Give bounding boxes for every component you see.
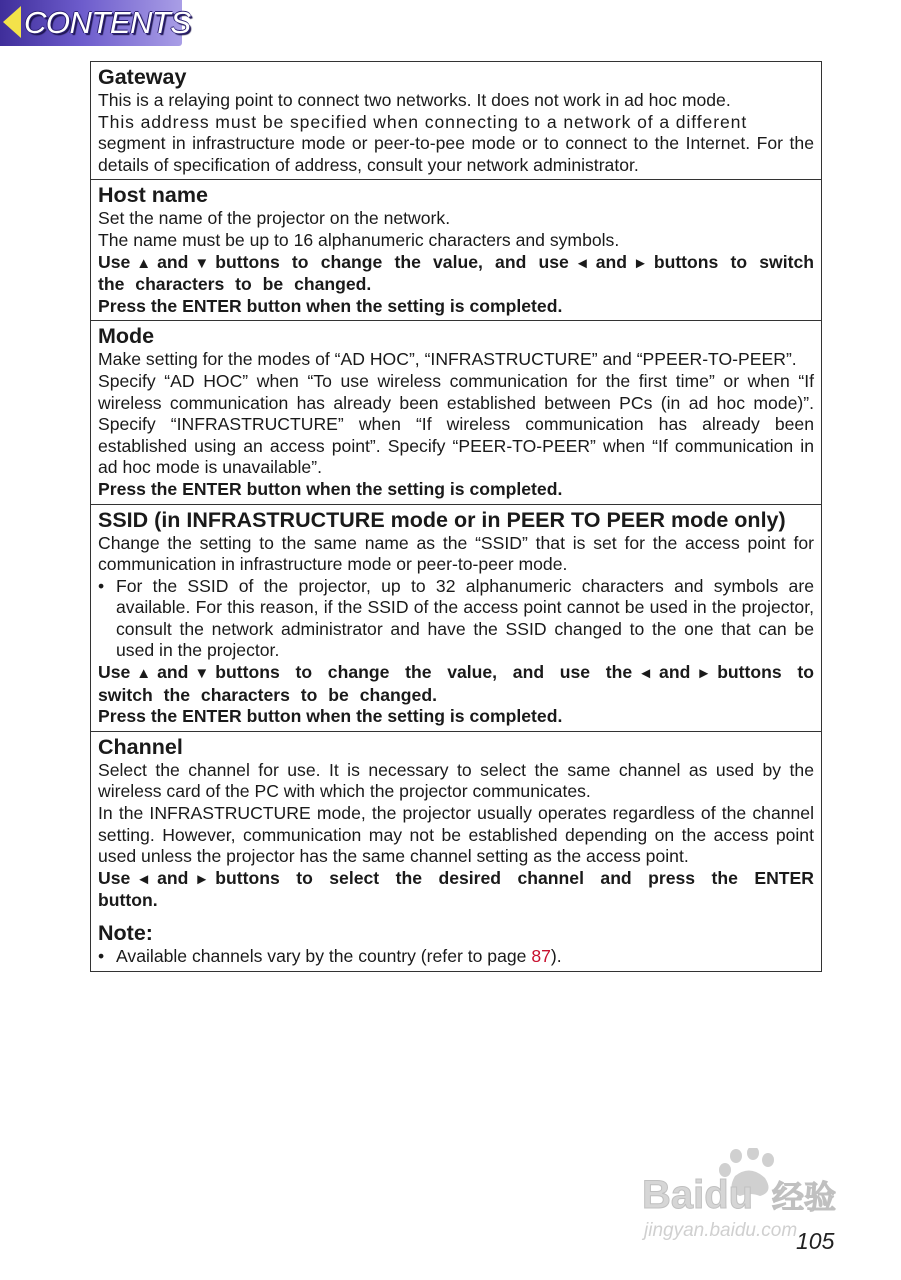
right-arrow-icon: ► bbox=[696, 665, 712, 683]
down-arrow-icon: ▼ bbox=[194, 665, 210, 683]
instr-text: buttons to select the desired channel and press the ENTER button. bbox=[98, 867, 814, 911]
paragraph: Make setting for the modes of “AD HOC”, “INFRASTRUCTURE” and “PPEER-TO-PEER”. bbox=[98, 349, 797, 370]
paragraph: Set the name of the projector on the network. bbox=[98, 208, 451, 229]
note-title: Note: bbox=[98, 921, 153, 945]
paragraph: segment in infrastructure mode or peer-to-pee mode or to connect to the Internet. For the details of specification of address, consult your network administrator. bbox=[98, 133, 814, 175]
section-host-name bbox=[91, 179, 821, 320]
instr-text: buttons to switch the characters to be changed. bbox=[98, 251, 814, 295]
instruction bbox=[98, 662, 814, 706]
watermark-brand-cn: 经验 bbox=[772, 1178, 837, 1216]
note-text: Available channels vary by the country (refer to page bbox=[116, 946, 527, 966]
paragraph: Select the channel for use. It is necessary to select the same channel as used by the wireless card of the PC with which the projector communicates. bbox=[98, 759, 814, 802]
right-arrow-icon: ► bbox=[632, 254, 648, 272]
paragraph: Change the setting to the same name as the “SSID” that is set for the access point for communication in infrastructure mode or peer-to-peer mode. bbox=[98, 532, 814, 575]
paragraph: This is a relaying point to connect two networks. It does not work in ad hoc mode. bbox=[98, 90, 731, 110]
instr-text: buttons to switch the characters to be changed. bbox=[98, 662, 814, 705]
note-text-wrap bbox=[116, 946, 814, 968]
left-arrow-icon: ◄ bbox=[574, 254, 590, 272]
section-title: Gateway bbox=[98, 65, 187, 89]
bullet-icon: • bbox=[98, 575, 105, 596]
paragraph: This address must be specified when connecting to a network of a different bbox=[98, 111, 748, 132]
contents-label: CONTENTS bbox=[24, 5, 191, 40]
instr-text: Use bbox=[98, 251, 131, 272]
instr-text: and bbox=[595, 251, 627, 272]
up-arrow-icon: ▲ bbox=[136, 665, 152, 683]
down-arrow-icon: ▼ bbox=[194, 254, 210, 272]
watermark-url: jingyan.baidu.com bbox=[644, 1220, 798, 1241]
section-title: Host name bbox=[98, 183, 208, 208]
bullet-icon: • bbox=[98, 946, 105, 966]
instruction bbox=[98, 252, 814, 296]
enter-instruction: Press the ENTER button when the setting is completed. bbox=[98, 706, 563, 727]
back-arrow-icon bbox=[3, 6, 21, 38]
page-number: 105 bbox=[796, 1228, 835, 1254]
instr-text: Use bbox=[98, 867, 131, 888]
instr-text: and bbox=[157, 867, 189, 888]
instr-text: Use bbox=[98, 662, 131, 683]
note-end: ). bbox=[550, 946, 562, 966]
bullet-text: For the SSID of the projector, up to 32 alphanumeric characters and symbols are available. For this reason, if the SSID of the access point cannot be used in the projector, consult the network administrator and have the SSID changed to the one that can be used in the projector. bbox=[116, 575, 814, 661]
enter-instruction: Press the ENTER button when the setting is completed. bbox=[98, 478, 563, 499]
section-gateway bbox=[91, 62, 821, 179]
note-item bbox=[98, 946, 814, 968]
watermark-brand: Baidu bbox=[642, 1173, 754, 1217]
instruction bbox=[98, 868, 814, 912]
contents-button[interactable] bbox=[0, 0, 191, 46]
paragraph: In the INFRASTRUCTURE mode, the projector usually operates regardless of the channel setting. However, communication may not be established depending on the access point used unless the projector has the same channel setting as the access point. bbox=[98, 803, 814, 867]
paragraph: Specify “AD HOC” when “To use wireless communication for the first time” or when “If wireless communication has already been established between PCs (in ad hoc mode)”. Specify “INFRASTRUCTURE” when “If wireless communication has already been established using an access point”. Specify “PEER-TO-PEER” when “If communication in ad hoc mode is unavailable”. bbox=[98, 370, 814, 478]
section-mode bbox=[91, 320, 821, 503]
right-arrow-icon: ► bbox=[194, 870, 210, 888]
instr-text: and bbox=[157, 662, 189, 683]
instr-text: and bbox=[659, 662, 691, 683]
page-link[interactable]: 87 bbox=[531, 946, 551, 966]
left-arrow-icon: ◄ bbox=[136, 870, 152, 888]
paragraph: The name must be up to 16 alphanumeric characters and symbols. bbox=[98, 229, 620, 250]
instr-text: buttons to change the value, and use the bbox=[215, 662, 633, 683]
section-channel bbox=[91, 731, 821, 971]
up-arrow-icon: ▲ bbox=[136, 254, 152, 272]
enter-instruction: Press the ENTER button when the setting is completed. bbox=[98, 295, 563, 316]
instr-text: and bbox=[157, 251, 189, 272]
section-ssid bbox=[91, 504, 821, 731]
left-arrow-icon: ◄ bbox=[638, 665, 654, 683]
bullet-item bbox=[98, 576, 814, 662]
instr-text: buttons to change the value, and use bbox=[215, 251, 569, 272]
settings-table bbox=[90, 61, 822, 972]
section-title: Mode bbox=[98, 324, 155, 349]
section-title: Channel bbox=[98, 734, 183, 759]
section-title: SSID (in INFRASTRUCTURE mode or in PEER TO PEER mode only) bbox=[98, 507, 786, 532]
